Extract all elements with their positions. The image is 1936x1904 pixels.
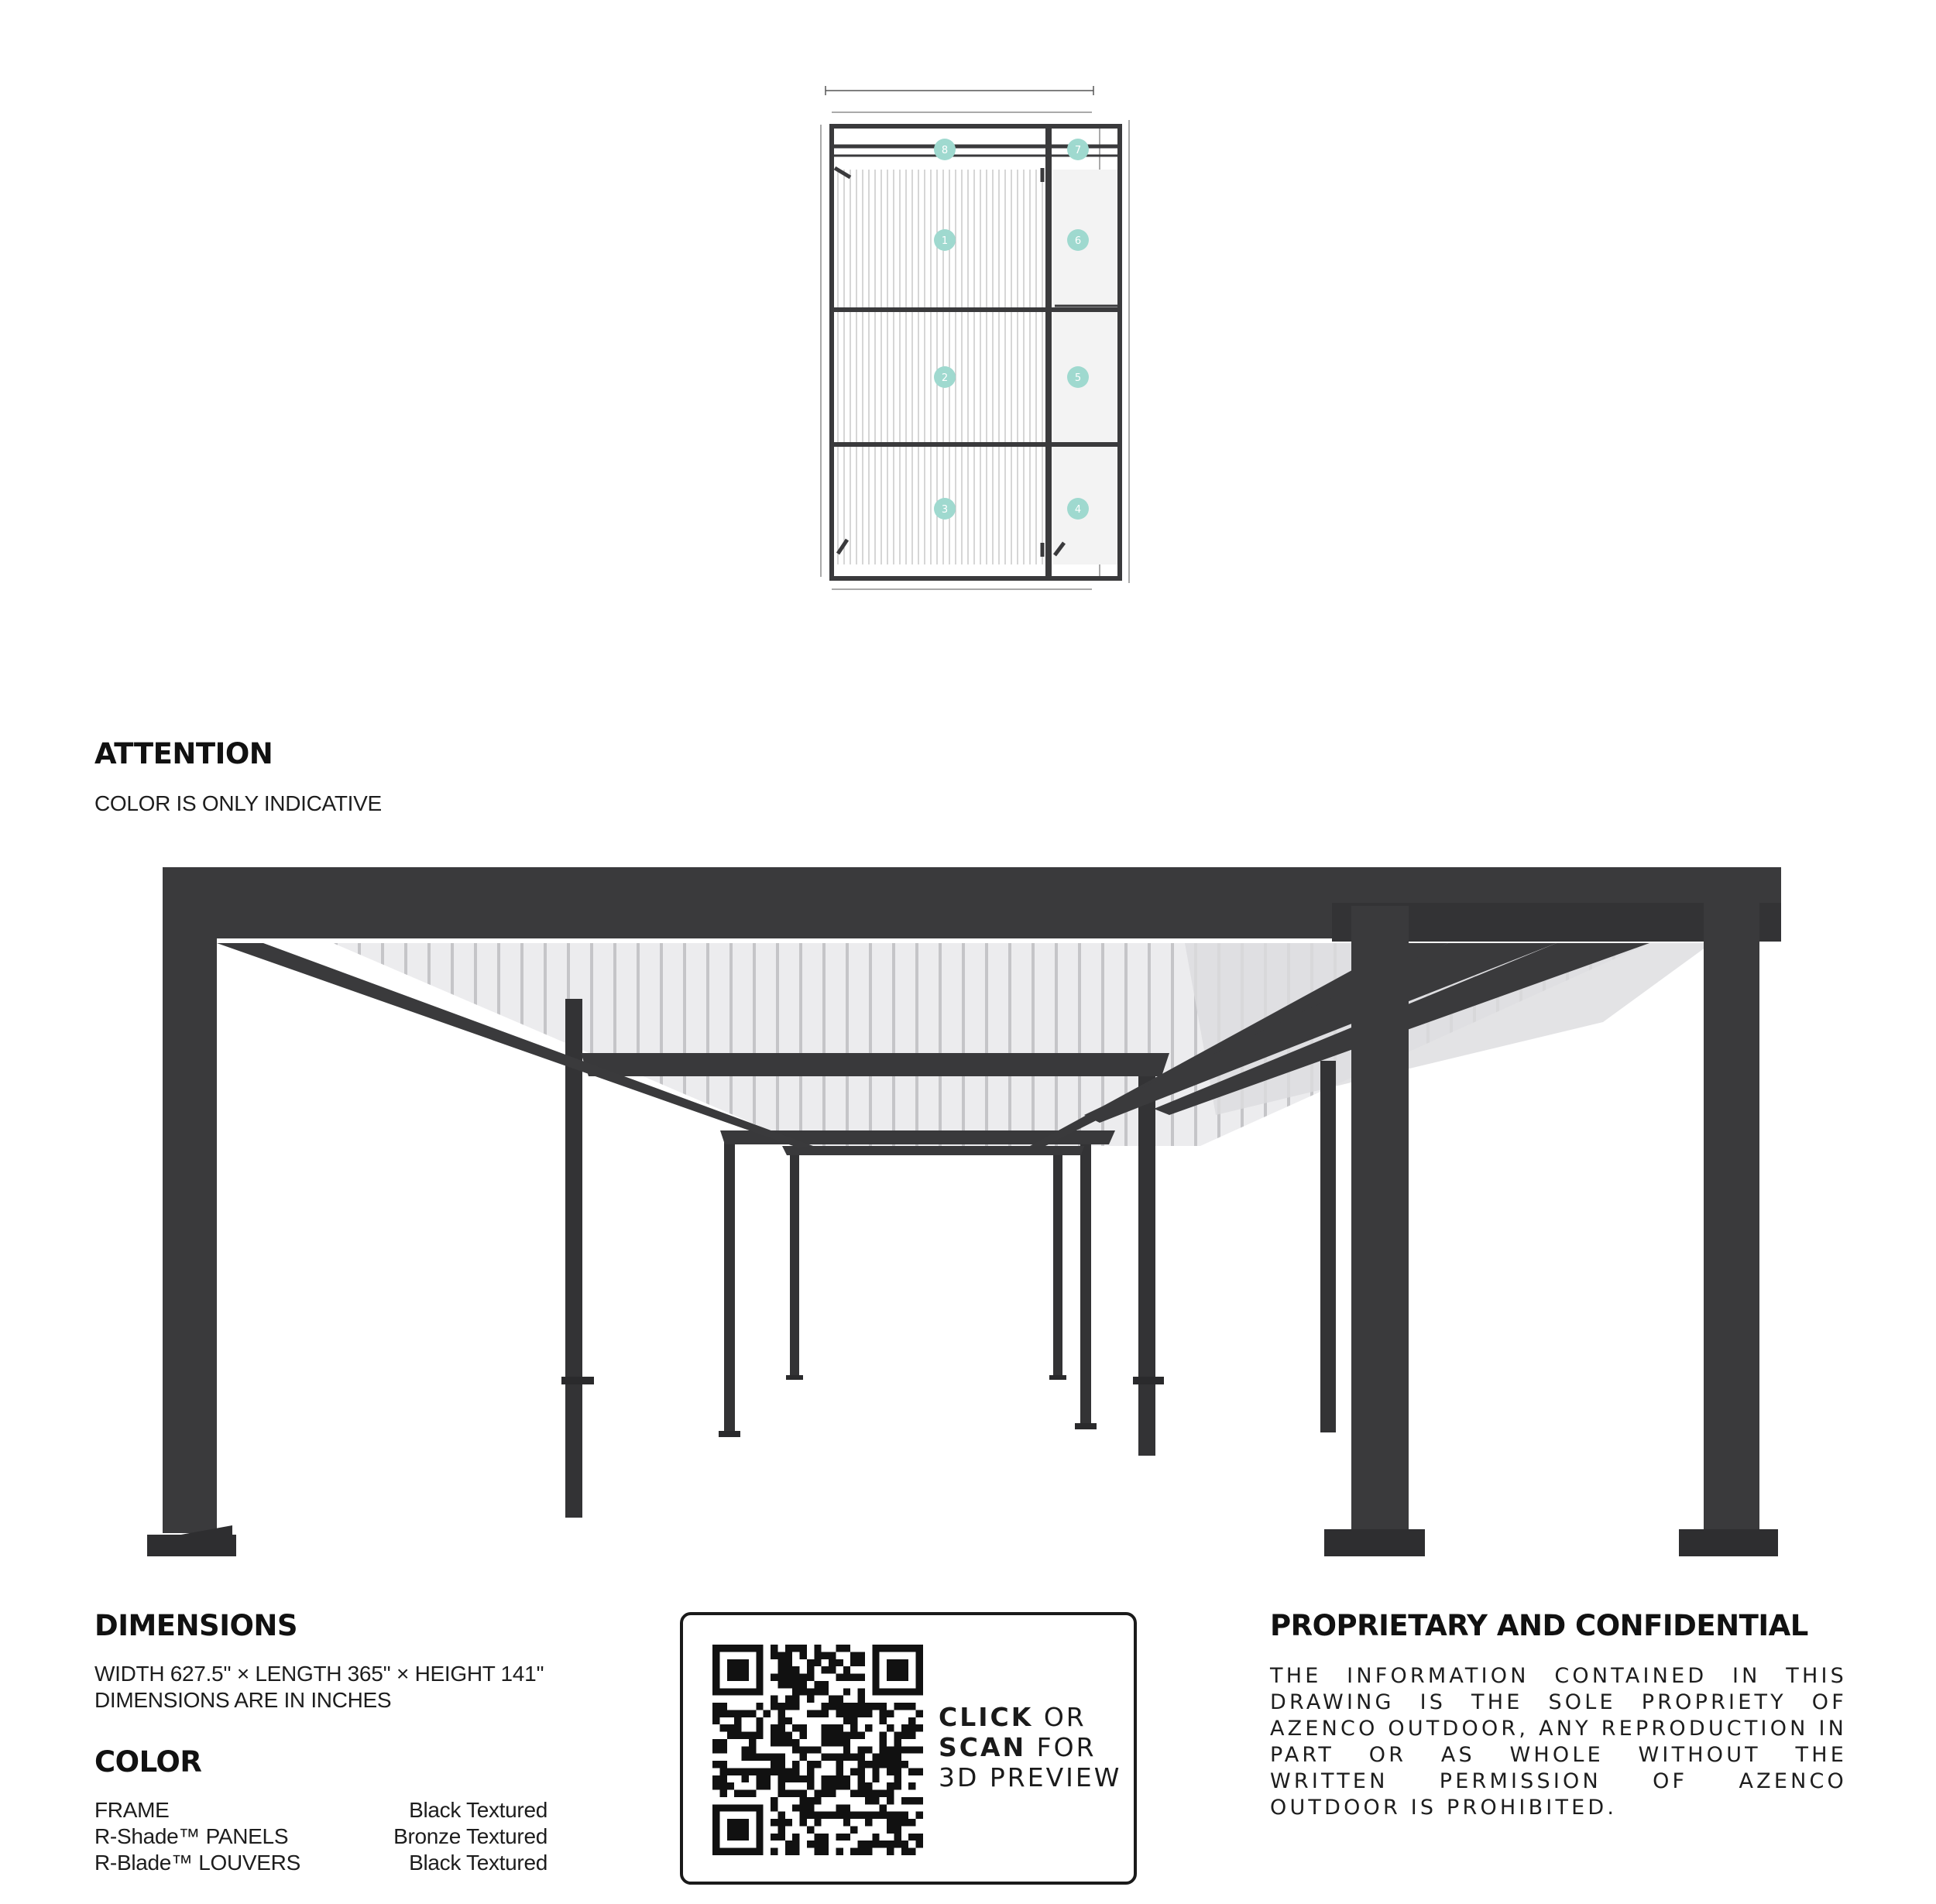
color-label: R-Shade™ PANELS bbox=[94, 1824, 289, 1848]
front-left-post bbox=[163, 867, 217, 1533]
qr-code-icon[interactable] bbox=[712, 1645, 923, 1855]
dimensions-values: WIDTH 627.5'' × LENGTH 365'' × HEIGHT 141'' bbox=[94, 1662, 544, 1686]
dimensions-title: DIMENSIONS bbox=[94, 1609, 298, 1642]
panel-number: 4 bbox=[1074, 504, 1082, 516]
panel-number: 2 bbox=[941, 372, 949, 384]
plan-view-drawing bbox=[798, 81, 1162, 596]
attention-text: COLOR IS ONLY INDICATIVE bbox=[94, 791, 382, 815]
pergola-perspective-render bbox=[132, 859, 1812, 1580]
color-row-frame bbox=[94, 1798, 548, 1823]
front-middle-post bbox=[1351, 906, 1409, 1533]
for-word: FOR bbox=[1026, 1732, 1097, 1762]
front-right-post bbox=[1704, 867, 1759, 1533]
panel-number: 6 bbox=[1074, 235, 1082, 247]
color-label: FRAME bbox=[94, 1798, 170, 1822]
panel-number: 1 bbox=[941, 235, 949, 247]
color-label: R-Blade™ LOUVERS bbox=[94, 1851, 300, 1875]
pergola-structure bbox=[147, 867, 1781, 1556]
dimensions-units-note: DIMENSIONS ARE IN INCHES bbox=[94, 1688, 392, 1712]
color-value: Black Textured bbox=[409, 1851, 548, 1875]
scan-word: SCAN bbox=[939, 1732, 1027, 1762]
panel-number: 3 bbox=[941, 504, 949, 516]
qr-3d-preview-card[interactable] bbox=[680, 1612, 1137, 1885]
or-word: OR bbox=[1033, 1702, 1086, 1732]
preview-word: 3D PREVIEW bbox=[939, 1762, 1122, 1793]
confidential-title: PROPRIETARY AND CONFIDENTIAL bbox=[1270, 1609, 1808, 1642]
color-title: COLOR bbox=[94, 1745, 202, 1779]
color-row-panels bbox=[94, 1824, 548, 1849]
click-word: CLICK bbox=[939, 1702, 1034, 1732]
confidential-text: THE INFORMATION CONTAINED IN THIS DRAWING IS THE SOLE PROPRIETY OF AZENCO OUTDOOR, ANY REPRODUCTION IN PART OR AS WHOLE WITHOUT THE WRITTEN PERMISSION OF AZENCO OUTDOOR IS PROHIBITED. bbox=[1270, 1664, 1847, 1820]
panel-number: 5 bbox=[1074, 372, 1082, 384]
attention-title: ATTENTION bbox=[94, 737, 273, 770]
panel-number: 8 bbox=[941, 145, 949, 156]
color-row-louvers bbox=[94, 1851, 548, 1875]
color-value: Black Textured bbox=[409, 1798, 548, 1822]
color-value: Bronze Textured bbox=[393, 1824, 548, 1848]
panel-number: 7 bbox=[1074, 145, 1082, 156]
qr-call-to-action[interactable] bbox=[939, 1702, 1121, 1793]
